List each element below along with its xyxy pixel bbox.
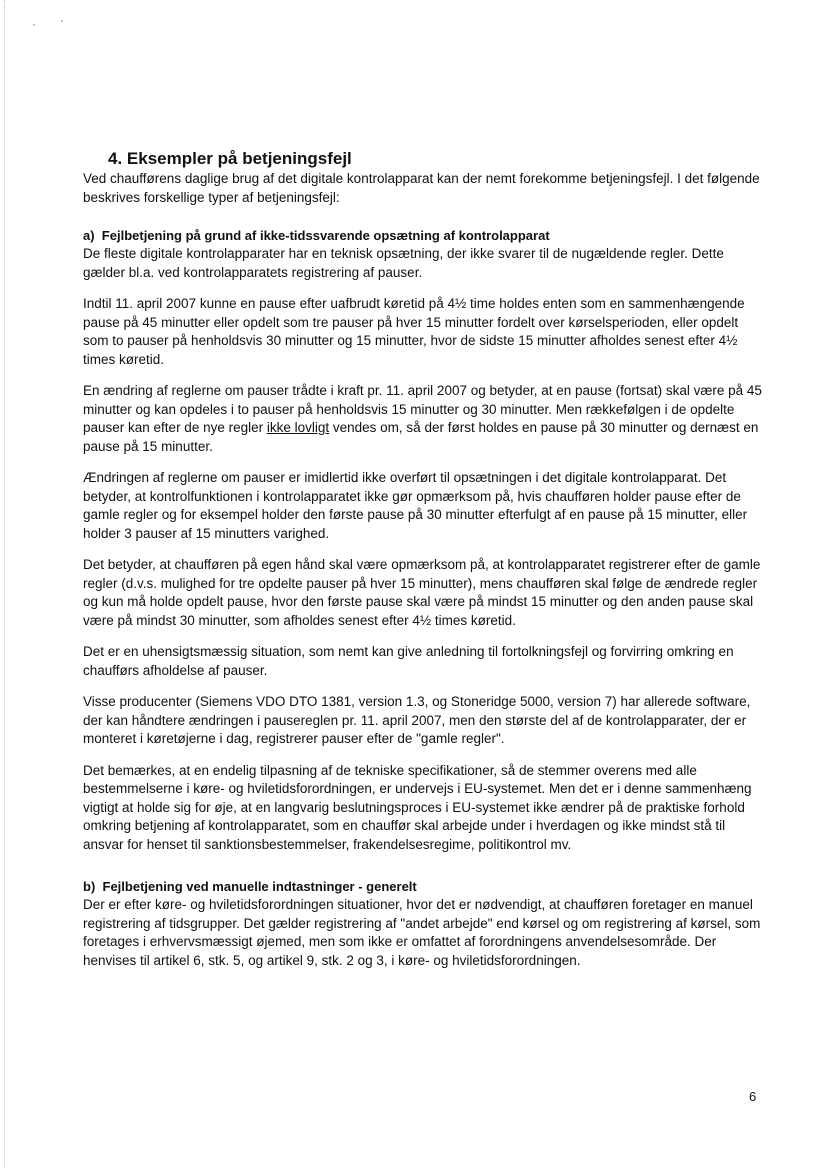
scan-speck bbox=[61, 20, 63, 22]
subsection-b-paragraph-1: Der er efter køre- og hviletidsforordningen situationer, hvor det er nødvendigt, at chaufføren foretager en manuel registrering af tidsgrupper. Det gælder registrering af "andet arbejde" end kørsel og om registrering af kørsel, som foretages i erhvervsmæssigt øjemed, men som ikke er omfattet af forordningens anvendelsesområde. Der henvises til artikel 6, stk. 5, og artikel 9, stk. 2 og 3, i køre- og hviletidsforordningen. bbox=[83, 897, 761, 968]
scan-edge-line bbox=[4, 0, 5, 1168]
page-content bbox=[83, 148, 763, 983]
section-intro: Ved chaufførens daglige brug af det digitale kontrolapparat kan der nemt forekomme betjeningsfejl. I det følgende beskrives forskellige typer af betjeningsfejl: bbox=[83, 171, 760, 205]
subsection-a-paragraph-6: Det er en uhensigtsmæssig situation, som nemt kan give anledning til fortolkningsfejl og forvirring omkring en chaufførs afholdelse af pauser. bbox=[83, 644, 734, 678]
subsection-b-label: b) bbox=[83, 879, 96, 894]
section-number: 4. bbox=[108, 149, 123, 168]
underlined-phrase: ikke lovligt bbox=[266, 420, 330, 435]
subsection-a-paragraph-7: Visse producenter (Siemens VDO DTO 1381, version 1.3, og Stoneridge 5000, version 7) har allerede software, der kan håndtere ændringen i pausereglen pr. 11. april 2007, men den største del af de kontrolapparater, der er monteret i køretøjerne i dag, registrerer pauser efter de "gamle regler". bbox=[83, 694, 751, 746]
section-title: Eksempler på betjeningsfejl bbox=[126, 149, 352, 168]
page-number: 6 bbox=[749, 1089, 757, 1104]
subsection-a-paragraph-8: Det bemærkes, at en endelig tilpasning af de tekniske specifikationer, så de stemmer overens med alle bestemmelserne i køre- og hviletidsforordningen, er undervejs i EU-systemet. Men det er i denne sammenhæng vigtigt at holde sig for øje, at en langvarig beslutningsproces i EU-systemet ikke ændrer på de praktiske forhold omkring betjening af kontrolapparatet, som en chauffør skal arbejde under i hverdagen og ikke mindst stå til ansvar for henset til sanktionsbestemmelser, frakendelsesregime, politikontrol mv. bbox=[83, 762, 752, 852]
subsection-a-paragraph-5: Det betyder, at chaufføren på egen hånd skal være opmærksom på, at kontrolapparatet registrerer efter de gamle regler (d.v.s. mulighed for tre opdelte pauser på hver 15 minutter), mens chaufføren skal følge de ændrede regler og kun må holde opdelt pause, hvor den første pause skal være på mindst 15 minutter og den anden pause skal være på mindst 30 minutter, som afholdes senest efter 4½ times køretid. bbox=[83, 557, 761, 628]
subsection-b-title: Fejlbetjening ved manuelle indtastninger - generelt bbox=[102, 879, 417, 894]
subsection-b-heading bbox=[83, 878, 763, 896]
subsection-a-paragraph-3 bbox=[83, 382, 763, 456]
section-heading bbox=[108, 148, 763, 170]
scan-speck bbox=[33, 24, 35, 26]
subsection-a-label: a) bbox=[83, 228, 95, 243]
subsection-a-title: Fejlbetjening på grund af ikke-tidssvarende opsætning af kontrolapparat bbox=[101, 228, 550, 243]
paragraph-3-text-start: En ændring af reglerne om pauser trådte i kraft pr. 11. april 2007 og betyder, at en pause (fortsat) skal være på 45 minutter og kan opdeles i to pauser på henholdsvis 15 minutter og 30 minutter. Men rækkefølgen i de opdelte pauser kan efter de nye regler bbox=[83, 383, 762, 435]
subsection-a-paragraph-1: De fleste digitale kontrolapparater har en teknisk opsætning, der ikke svarer til de nugældende regler. Dette gælder bl.a. ved kontrolapparatets registrering af pauser. bbox=[83, 246, 724, 280]
subsection-a-paragraph-4: Ændringen af reglerne om pauser er imidlertid ikke overført til opsætningen i det digitale kontrolapparat. Det betyder, at kontrolfunktionen i kontrolapparatet ikke gør opmærksom på, hvis chaufføren holder pause efter de gamle regler og for eksempel holder den første pause på 30 minutter efterfulgt af en pause på 15 minutter, eller holder 3 pauser af 15 minutters varighed. bbox=[83, 470, 748, 541]
subsection-a-heading bbox=[83, 227, 763, 245]
subsection-a-paragraph-2: Indtil 11. april 2007 kunne en pause efter uafbrudt køretid på 4½ time holdes enten som en sammenhængende pause på 45 minutter eller opdelt som tre pauser på hver 15 minutter fordelt over kørselsperioden, eller opdelt som to pauser på henholdsvis 30 minutter og 15 minutter, hvor de sidste 15 minutter afholdes senest efter 4½ times køretid. bbox=[83, 296, 745, 367]
paragraph-3-text-end: vendes om, så der først holdes en pause på 30 minutter og dernæst en pause på 15 minutter. bbox=[83, 420, 759, 454]
